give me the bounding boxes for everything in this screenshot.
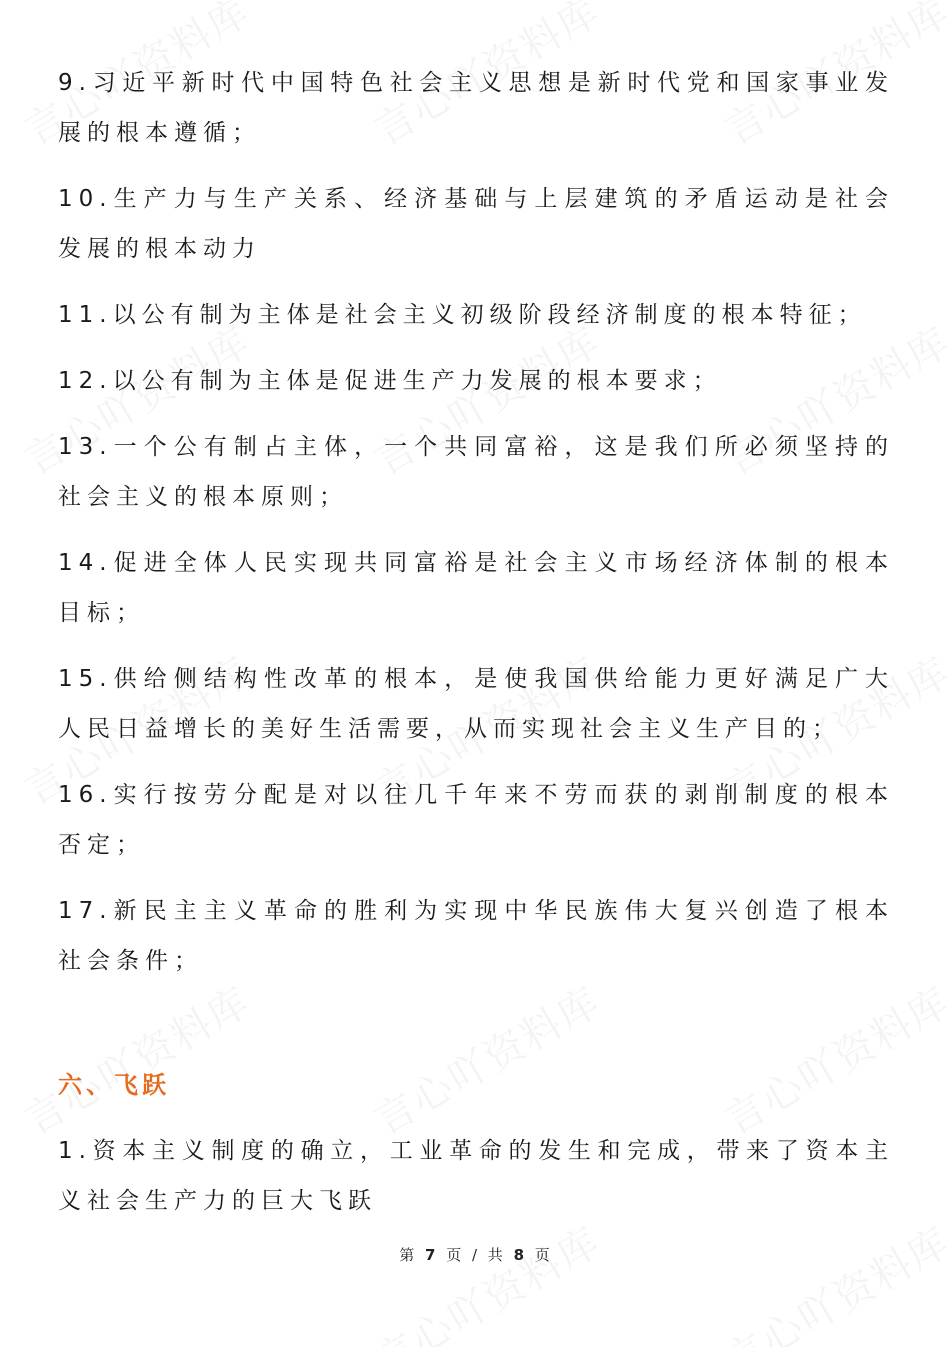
list-item: 14.促进全体人民实现共同富裕是社会主义市场经济体制的根本目标； bbox=[58, 550, 894, 626]
current-page-number: 7 bbox=[424, 1246, 439, 1264]
list-item: 9.习近平新时代中国特色社会主义思想是新时代党和国家事业发展的根本遵循； bbox=[58, 70, 894, 146]
list-item: 15.供给侧结构性改革的根本，是使我国供给能力更好满足广大人民日益增长的美好生活需要，从而实现社会主义生产目的； bbox=[58, 666, 894, 742]
list-item: 10.生产力与生产关系、经济基础与上层建筑的矛盾运动是社会发展的根本动力 bbox=[58, 186, 894, 262]
footer-suffix: 页 bbox=[534, 1246, 553, 1264]
page-content bbox=[58, 58, 894, 1242]
list-item: 12.以公有制为主体是促进生产力发展的根本要求； bbox=[58, 368, 722, 394]
list-item: 1.资本主义制度的确立，工业革命的发生和完成，带来了资本主义社会生产力的巨大飞跃 bbox=[58, 1138, 894, 1214]
total-pages-number: 8 bbox=[513, 1246, 528, 1264]
list-item: 13.一个公有制占主体，一个共同富裕，这是我们所必须坚持的社会主义的根本原则； bbox=[58, 434, 894, 510]
footer-prefix: 第 bbox=[399, 1246, 418, 1264]
footer-mid: 页 / 共 bbox=[446, 1246, 506, 1264]
list-item: 16.实行按劳分配是对以往几千年来不劳而获的剥削制度的根本否定； bbox=[58, 782, 894, 858]
page-footer bbox=[0, 1244, 952, 1265]
list-item: 17.新民主主义革命的胜利为实现中华民族伟大复兴创造了根本社会条件； bbox=[58, 898, 894, 974]
section-title: 六、飞跃 bbox=[58, 1071, 170, 1099]
list-item: 11.以公有制为主体是社会主义初级阶段经济制度的根本特征； bbox=[58, 302, 867, 328]
